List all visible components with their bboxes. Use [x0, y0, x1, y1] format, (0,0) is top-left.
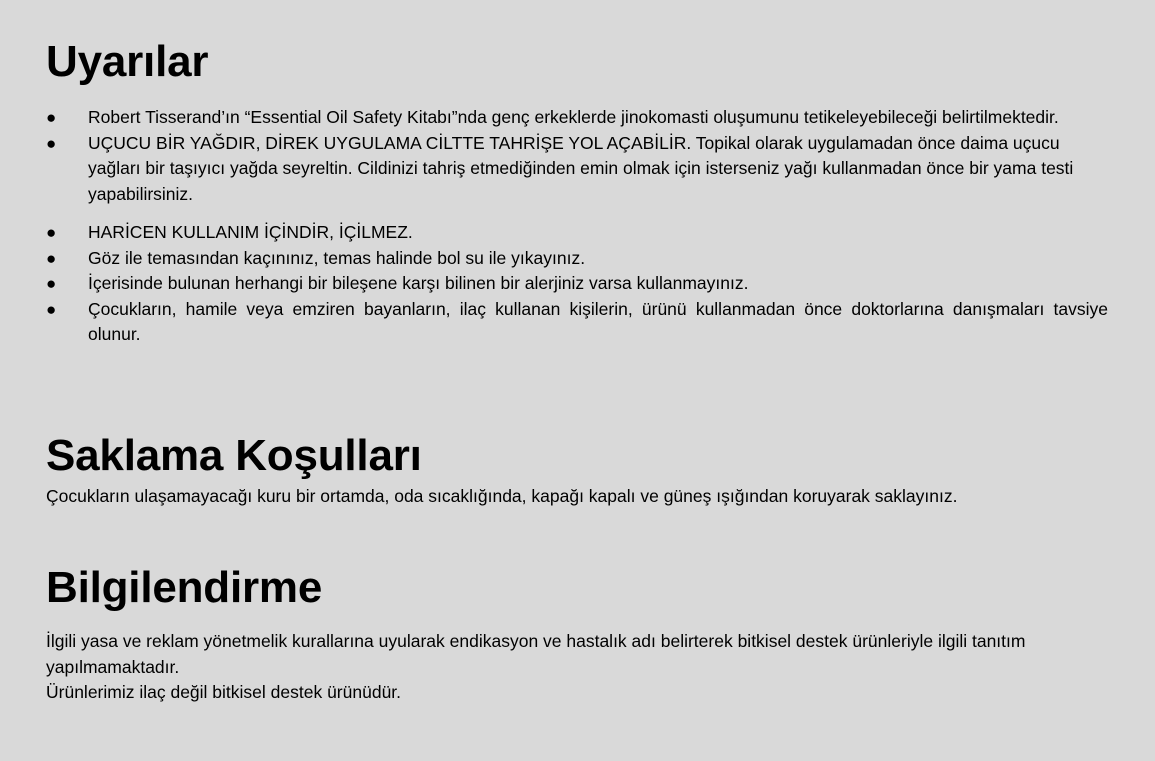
bullet-icon: ● — [46, 108, 57, 127]
warning-text: Robert Tisserand’ın “Essential Oil Safety Kitabı”nda genç erkeklerde jinokomasti oluşumunu tetikeleyebileceği belirtilmektedir. — [88, 107, 1059, 127]
info-paragraph: İlgili yasa ve reklam yönetmelik kurallarına uyularak endikasyon ve hastalık adı belirterek bitkisel destek ürünleriyle ilgili tanıtım yapılmamaktadır. — [46, 631, 1026, 677]
storage-title: Saklama Koşulları — [46, 431, 422, 480]
warning-text: Göz ile temasından kaçınınız, temas halinde bol su ile yıkayınız. — [88, 247, 586, 268]
list-item — [46, 297, 1108, 348]
list-item — [46, 131, 1108, 208]
bullet-icon: ● — [46, 274, 57, 293]
bullet-icon: ● — [46, 299, 57, 319]
warning-text: İçerisinde bulunan herhangi bir bileşene karşı bilinen bir alerjiniz varsa kullanmayınız. — [88, 273, 749, 293]
bullet-icon: ● — [46, 133, 57, 153]
warning-text: UÇUCU BİR YAĞDIR, DİREK UYGULAMA CİLTTE TAHRİŞE YOL AÇABİLİR. Topikal olarak uygulamadan önce daima uçucu yağları bir taşıyıcı yağda seyreltin. Cildinizi tahriş etmediğinden emin olmak için isterseniz yağı kullanmadan önce bir yama testi yapabilirsiniz. — [88, 132, 1074, 204]
info-block — [46, 629, 1108, 706]
storage-text: Çocukların ulaşamayacağı kuru bir ortamda, oda sıcaklığında, kapağı kapalı ve güneş ışığından koruyarak saklayınız. — [46, 486, 958, 506]
info-paragraph: Ürünlerimiz ilaç değil bitkisel destek ürünüdür. — [46, 682, 402, 702]
warnings-title: Uyarılar — [46, 37, 209, 86]
list-item — [46, 246, 1108, 272]
list-item — [46, 220, 1108, 246]
bullet-icon: ● — [46, 248, 57, 268]
warning-text: HARİCEN KULLANIM İÇİNDİR, İÇİLMEZ. — [88, 222, 413, 242]
warning-text: Çocukların, hamile veya emziren bayanların, ilaç kullanan kişilerin, ürünü kullanmadan önce doktorlarına danışmaları tavsiye olunur. — [88, 298, 1108, 344]
list-item — [46, 271, 1108, 297]
list-item — [46, 105, 1108, 131]
info-title: Bilgilendirme — [46, 563, 323, 612]
warnings-list — [46, 105, 1108, 348]
bullet-icon: ● — [46, 223, 57, 242]
